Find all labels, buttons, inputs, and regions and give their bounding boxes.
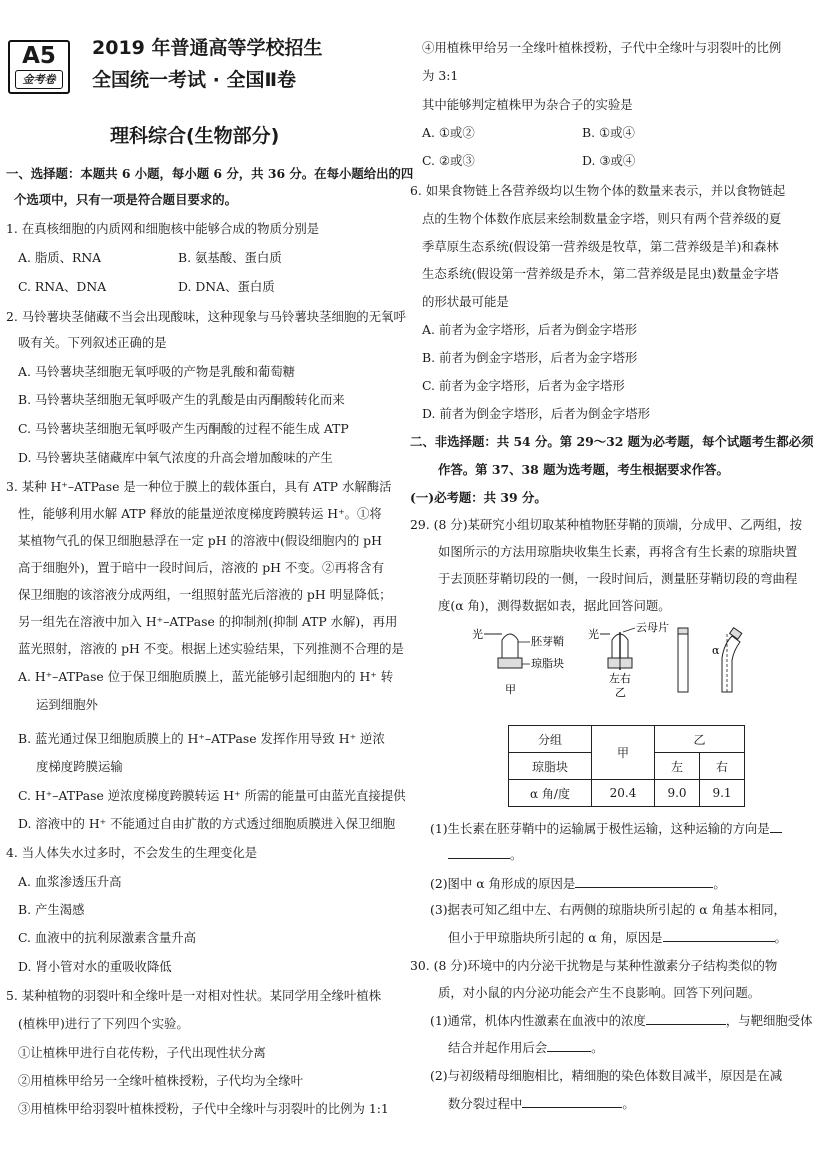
light-label-a: 光 [472, 628, 483, 641]
answer-blank[interactable] [646, 1012, 726, 1025]
q30-part2: (2)与初级精母细胞相比，精细胞的染色体数目减半，原因是在减 [430, 1068, 783, 1083]
q30-part1-text2: 结合并起作用后会 [448, 1040, 548, 1055]
q29-part3-text: 但小于甲琼脂块所引起的 α 角，原因是 [448, 930, 663, 945]
header-right: 右 [700, 753, 745, 780]
q5-option-b: B. ①或④ [582, 125, 635, 140]
q6-option-d: D. 前者为倒金字塔形，后者为倒金字塔形 [422, 406, 651, 421]
value-left: 9.0 [655, 780, 700, 807]
q2-option-d: D. 马铃薯块茎储藏库中氧气浓度的升高会增加酸味的产生 [18, 450, 333, 465]
paper-badge [8, 40, 70, 94]
agar-on-segment [678, 628, 688, 634]
question-3-line7: 蓝光照射，溶液的 pH 不变。根据上述实验结果，下列推测不合理的是 [18, 641, 404, 656]
question-2: 2. 马铃薯块茎储藏不当会出现酸味，这种现象与马铃薯块茎细胞的无氧呼 [6, 309, 406, 324]
q3-option-d: D. 溶液中的 H⁺ 不能通过自由扩散的方式透过细胞质膜进入保卫细胞 [18, 816, 396, 831]
question-2-cont: 吸有关。下列叙述正确的是 [18, 335, 167, 350]
question-29-line3: 于去顶胚芽鞘切段的一侧，一段时间后，测量胚芽鞘切段的弯曲程 [438, 571, 798, 586]
question-3-line4: 高于细胞外)，置于暗中一段时间后，溶液的 pH 不变。②再将含有 [18, 560, 384, 575]
q30-part1-text: (1)通常，机体内性激素在血液中的浓度 [430, 1013, 646, 1028]
question-6-line3: 季草原生态系统(假设第一营养级是牧草，第二营养级是羊)和森林 [422, 239, 779, 254]
q3-option-a-cont: 运到细胞外 [36, 697, 98, 712]
agar-block-a [498, 658, 522, 668]
q3-option-b-cont: 度梯度跨膜运输 [36, 759, 123, 774]
section2-heading-cont: 作答。第 37、38 题为选考题，考生根据要求作答。 [438, 462, 729, 477]
q29-part3: (3)据表可知乙组中左、右两侧的琼脂块所引起的 α 角基本相同， [430, 902, 786, 917]
question-1: 1. 在真核细胞的内质网和细胞核中能够合成的物质分别是 [6, 221, 320, 236]
question-3-line6: 另一组先在溶液中加入 H⁺–ATPase 的抑制剂(抑制 ATP 水解)，再用 [18, 614, 398, 629]
section2-heading: 二、非选择题：共 54 分。第 29～32 题为必考题，每个试题考生都必须 [410, 434, 814, 449]
q1-option-d: D. DNA、蛋白质 [178, 279, 275, 294]
q30-part1 [430, 1012, 813, 1029]
q5-experiment-4-cont: 为 3:1 [422, 68, 459, 83]
q3-option-c: C. H⁺–ATPase 逆浓度梯度跨膜转运 H⁺ 所需的能量可由蓝光直接提供 [18, 788, 406, 803]
leader-mica [623, 628, 635, 632]
header-group: 分组 [509, 726, 592, 753]
question-29-line4: 度(α 角)，测得数据如表，据此回答问题。 [438, 598, 671, 613]
q30-part2-text: 数分裂过程中 [448, 1096, 523, 1111]
q4-option-a: A. 血浆渗透压升高 [18, 874, 122, 889]
q4-option-b: B. 产生渴感 [18, 902, 85, 917]
q5-experiment-2: ②用植株甲给另一全缘叶植株授粉，子代均为全缘叶 [18, 1073, 303, 1088]
bent-segment [722, 636, 740, 692]
question-30: 30. (8 分)环境中的内分泌干扰物是与某种性激素分子结构类似的物 [410, 958, 778, 973]
q6-option-b: B. 前者为倒金字塔形，后者为金字塔形 [422, 350, 638, 365]
q1-option-c: C. RNA、DNA [18, 279, 107, 294]
q5-option-c: C. ②或③ [422, 153, 475, 168]
q3-option-b: B. 蓝光通过保卫细胞质膜上的 H⁺–ATPase 发挥作用导致 H⁺ 逆浓 [18, 731, 385, 746]
question-3: 3. 某种 H⁺–ATPase 是一种位于膜上的载体蛋白，具有 ATP 水解酶活 [6, 479, 392, 494]
answer-blank[interactable] [448, 846, 510, 859]
question-6-line2: 点的生物个体数作底层来绘制数量金字塔，则只有两个营养级的夏 [422, 211, 782, 226]
header-agar: 琼脂块 [509, 753, 592, 780]
required-heading: (一)必考题：共 39 分。 [410, 490, 547, 505]
answer-blank[interactable] [547, 1039, 591, 1052]
exam-title-line1: 2019 年普通高等学校招生 [92, 37, 323, 59]
question-29-line2: 如图所示的方法用琼脂块收集生长素，再将含有生长素的琼脂块置 [438, 544, 798, 559]
header-yi: 乙 [655, 726, 745, 753]
q30-part2-cont: 数分裂过程中 。 [448, 1096, 635, 1111]
q29-part1-end: 。 [510, 847, 523, 862]
q2-option-c: C. 马铃薯块茎细胞无氧呼吸产生丙酮酸的过程不能生成 ATP [18, 421, 349, 436]
exam-title-line2: 全国统一考试 · 全国Ⅱ卷 [92, 69, 296, 91]
value-right: 9.1 [700, 780, 745, 807]
agar-block-left [608, 658, 620, 668]
question-30-cont: 质，对小鼠的内分泌功能会产生不良影响。回答下列问题。 [438, 985, 761, 1000]
group-b-label: 乙 [615, 686, 626, 699]
agar-block-right [620, 658, 632, 668]
coleoptile-label: 胚芽鞘 [531, 635, 564, 648]
q5-experiment-1: ①让植株甲进行自花传粉，子代出现性状分离 [18, 1045, 266, 1060]
left-right-label: 左右 [609, 672, 631, 685]
q6-option-a: A. 前者为金字塔形，后者为倒金字塔形 [422, 322, 638, 337]
answer-blank[interactable] [770, 820, 782, 833]
q5-option-a: A. ①或② [422, 125, 475, 140]
answer-blank[interactable] [522, 1095, 622, 1108]
q6-option-c: C. 前者为金字塔形，后者为金字塔形 [422, 378, 625, 393]
badge-tag: 金考卷 [15, 70, 63, 89]
answer-blank[interactable] [663, 929, 775, 942]
q29-part3-cont: 但小于甲琼脂块所引起的 α 角，原因是 。 [448, 930, 787, 945]
results-table [508, 725, 745, 807]
answer-blank[interactable] [575, 875, 713, 888]
question-6-line5: 的形状最可能是 [422, 294, 509, 309]
q29-part2: (2)图中 α 角形成的原因是 。 [430, 876, 726, 891]
q29-part1 [430, 820, 782, 837]
question-6-line4: 生态系统(假设第一营养级是乔木，第二营养级是昆虫)数量金字塔 [422, 266, 779, 281]
q30-part1-mid: ，与靶细胞受体 [725, 1013, 813, 1028]
header-jia: 甲 [592, 726, 655, 780]
q29-part1-cont [448, 846, 522, 863]
subject-title: 理科综合(生物部分) [110, 125, 280, 147]
question-6: 6. 如果食物链上各营养级均以生物个体的数量来表示，并以食物链起 [410, 183, 786, 198]
agar-label: 琼脂块 [531, 657, 564, 670]
q5-experiment-3: ③用植株甲给羽裂叶植株授粉，子代中全缘叶与羽裂叶的比例为 1:1 [18, 1101, 389, 1116]
badge-code: A5 [22, 43, 56, 69]
q29-part2-text: (2)图中 α 角形成的原因是 [430, 876, 576, 891]
q1-option-a: A. 脂质、RNA [18, 250, 102, 265]
question-5-cont: (植株甲)进行了下列四个实验。 [18, 1016, 189, 1031]
q4-option-c: C. 血液中的抗利尿激素含量升高 [18, 930, 196, 945]
q30-part1-cont: 结合并起作用后会 。 [448, 1040, 604, 1055]
mica-label: 云母片 [636, 621, 669, 634]
row-alpha-label: α 角/度 [509, 780, 592, 807]
decapitated-segment [678, 634, 688, 692]
light-label-b: 光 [588, 628, 599, 641]
section-heading-cont: 个选项中，只有一项是符合题目要求的。 [14, 192, 238, 207]
value-jia: 20.4 [592, 780, 655, 807]
question-3-line3: 某植物气孔的保卫细胞悬浮在一定 pH 的溶液中(假设细胞内的 pH [18, 533, 382, 548]
q4-option-d: D. 肾小管对水的重吸收降低 [18, 959, 172, 974]
q1-option-b: B. 氨基酸、蛋白质 [178, 250, 282, 265]
question-5: 5. 某种植物的羽裂叶和全缘叶是一对相对性状。某同学用全缘叶植株 [6, 988, 382, 1003]
q5-stem: 其中能够判定植株甲为杂合子的实验是 [422, 97, 633, 112]
question-3-line5: 保卫细胞的该溶液分成两组，一组照射蓝光后溶液的 pH 明显降低； [18, 587, 392, 602]
coleoptile-figure [460, 618, 760, 708]
q2-option-b: B. 马铃薯块茎细胞无氧呼吸产生的乳酸是由丙酮酸转化而来 [18, 392, 345, 407]
group-a-label: 甲 [505, 683, 516, 696]
section-heading: 一、选择题：本题共 6 小题，每小题 6 分，共 36 分。在每小题给出的四 [6, 166, 414, 181]
question-29: 29. (8 分)某研究小组切取某种植物胚芽鞘的顶端，分成甲、乙两组，按 [410, 517, 803, 532]
coleoptile-tip-a [502, 634, 518, 658]
question-3-line2: 性，能够利用水解 ATP 释放的能量逆浓度梯度跨膜转运 H⁺。①将 [18, 506, 382, 521]
q2-option-a: A. 马铃薯块茎细胞无氧呼吸的产物是乳酸和葡萄糖 [18, 364, 296, 379]
header-left: 左 [655, 753, 700, 780]
question-4: 4. 当人体失水过多时，不会发生的生理变化是 [6, 845, 258, 860]
q29-part1-text: (1)生长素在胚芽鞘中的运输属于极性运输，这种运输的方向是 [430, 821, 770, 836]
alpha-label: α [712, 644, 720, 657]
q5-experiment-4: ④用植株甲给另一全缘叶植株授粉，子代中全缘叶与羽裂叶的比例 [422, 40, 782, 55]
q3-option-a: A. H⁺–ATPase 位于保卫细胞质膜上，蓝光能够引起细胞内的 H⁺ 转 [18, 669, 394, 684]
q5-option-d: D. ③或④ [582, 153, 636, 168]
